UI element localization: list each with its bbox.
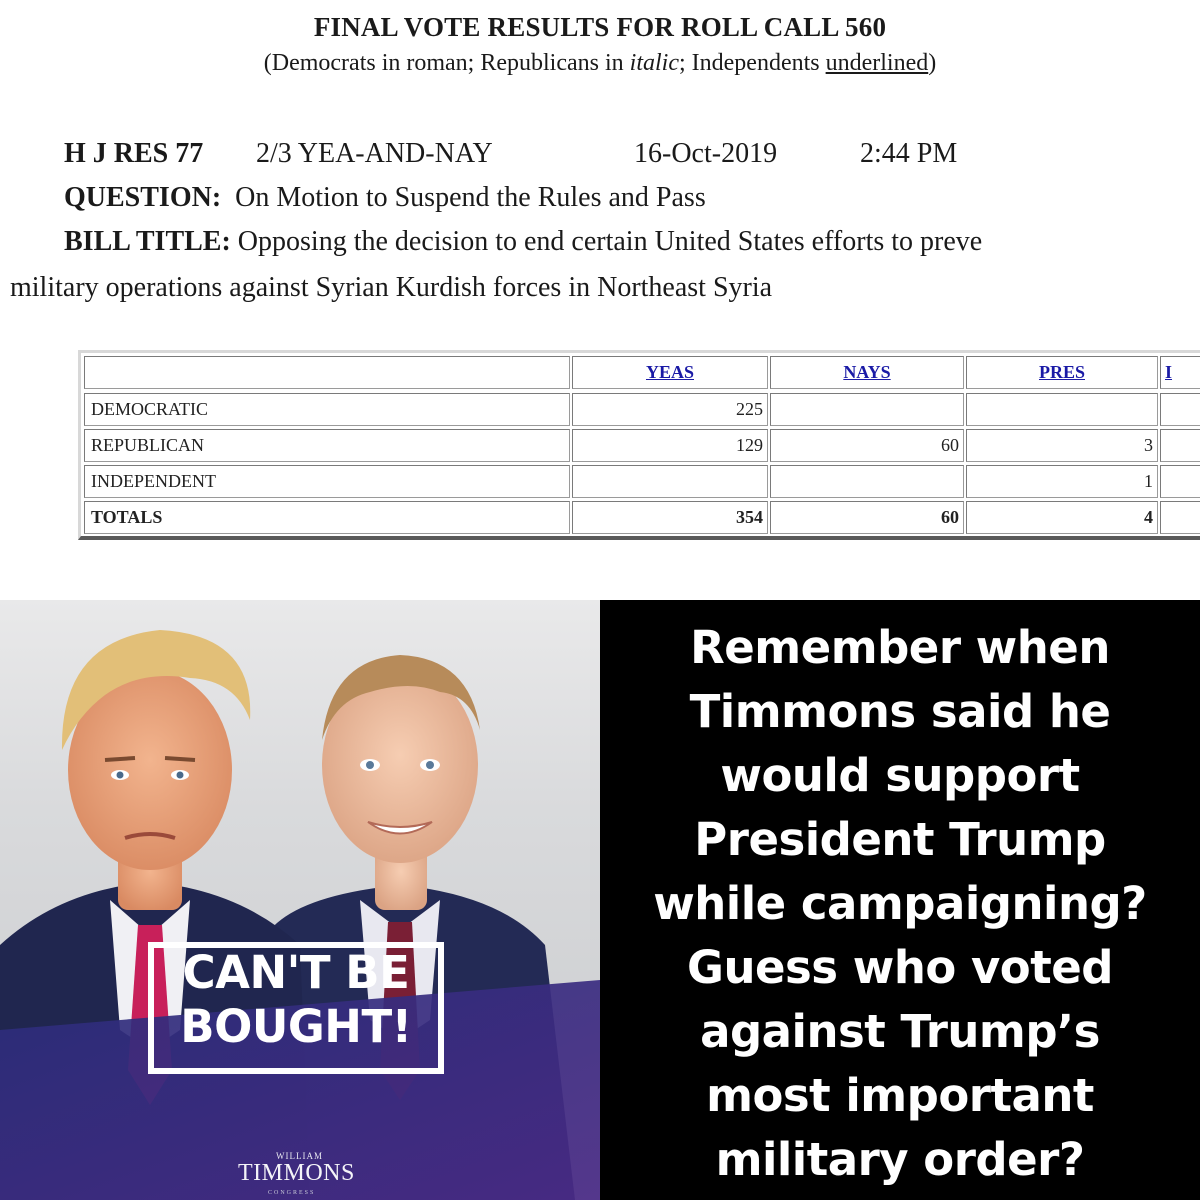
cell-dem-nays: [770, 393, 964, 426]
row-party-independent: INDEPENDENT: [84, 465, 570, 498]
bill-number: H J RES 77: [64, 138, 204, 169]
bill-title-line2: military operations against Syrian Kurdish forces in Northeast Syria: [10, 272, 773, 303]
row-party-democratic: DEMOCRATIC: [84, 393, 570, 426]
slogan-line-1: CAN'T BE: [182, 946, 410, 999]
header-pres-link[interactable]: PRES: [966, 356, 1158, 389]
cell-rep-yeas: 129: [572, 429, 768, 462]
cell-ind-nays: [770, 465, 964, 498]
cell-ind-yeas: [572, 465, 768, 498]
brand-logo-name: TIMMONS: [238, 1160, 355, 1186]
vote-type: 2/3 YEA-AND-NAY: [256, 138, 493, 169]
cell-rep-nays: 60: [770, 429, 964, 462]
question-row: [64, 182, 706, 214]
caption-line: Timmons said he: [689, 685, 1111, 738]
vote-time: 2:44 PM: [860, 138, 958, 169]
slogan-text: [148, 946, 444, 1054]
caption-line: Guess who voted: [687, 941, 1113, 994]
cell-rep-nv: [1160, 429, 1200, 462]
cell-total-nv: [1160, 501, 1200, 534]
brand-first-name: WILLIAM: [276, 1151, 323, 1161]
bill-title-line1: Opposing the decision to end certain United States efforts to preve: [237, 226, 983, 257]
bill-title-row: [64, 226, 982, 258]
poster-artwork: [0, 600, 600, 1200]
caption-line: military order?: [715, 1133, 1085, 1186]
cell-dem-pres: [966, 393, 1158, 426]
question-text: On Motion to Suspend the Rules and Pass: [235, 182, 706, 213]
bill-title-label: BILL TITLE:: [64, 226, 231, 257]
header-nv-link[interactable]: I: [1160, 356, 1200, 389]
caption-line: President Trump: [694, 813, 1106, 866]
caption-line: against Trump’s: [700, 1005, 1100, 1058]
header-blank-cell: [84, 356, 570, 389]
vote-results-table: [78, 350, 1200, 540]
cell-ind-nv: [1160, 465, 1200, 498]
caption-line: Remember when: [690, 621, 1110, 674]
cell-dem-nv: [1160, 393, 1200, 426]
caption-line: would support: [720, 749, 1080, 802]
legend-middle: ; Independents: [678, 50, 826, 76]
legend-italic-word: italic: [629, 50, 679, 76]
cell-total-yeas: 354: [572, 501, 768, 534]
row-totals: TOTALS: [84, 501, 570, 534]
legend-close: ): [928, 50, 937, 76]
cell-rep-pres: 3: [966, 429, 1158, 462]
header-nays-link[interactable]: NAYS: [770, 356, 964, 389]
campaign-poster: [0, 600, 600, 1200]
cell-dem-yeas: 225: [572, 393, 768, 426]
caption-line: while campaigning?: [653, 877, 1147, 930]
question-label: QUESTION:: [64, 182, 222, 213]
cell-total-nays: 60: [770, 501, 964, 534]
party-legend: [0, 50, 1200, 77]
row-party-republican: REPUBLICAN: [84, 429, 570, 462]
legend-underlined-word: underlined: [825, 50, 929, 76]
legend-open: (Democrats in roman; Republicans in: [263, 50, 630, 76]
cell-ind-pres: 1: [966, 465, 1158, 498]
brand-subtitle: CONGRESS: [268, 1190, 316, 1196]
caption-panel: [600, 600, 1200, 1200]
slogan-line-2: BOUGHT!: [180, 1000, 412, 1053]
caption-text: [600, 616, 1200, 1192]
document-title: FINAL VOTE RESULTS FOR ROLL CALL 560: [313, 12, 887, 42]
header-yeas-link[interactable]: YEAS: [572, 356, 768, 389]
vote-date: 16-Oct-2019: [634, 138, 778, 169]
caption-line: most important: [706, 1069, 1094, 1122]
cell-total-pres: 4: [966, 501, 1158, 534]
